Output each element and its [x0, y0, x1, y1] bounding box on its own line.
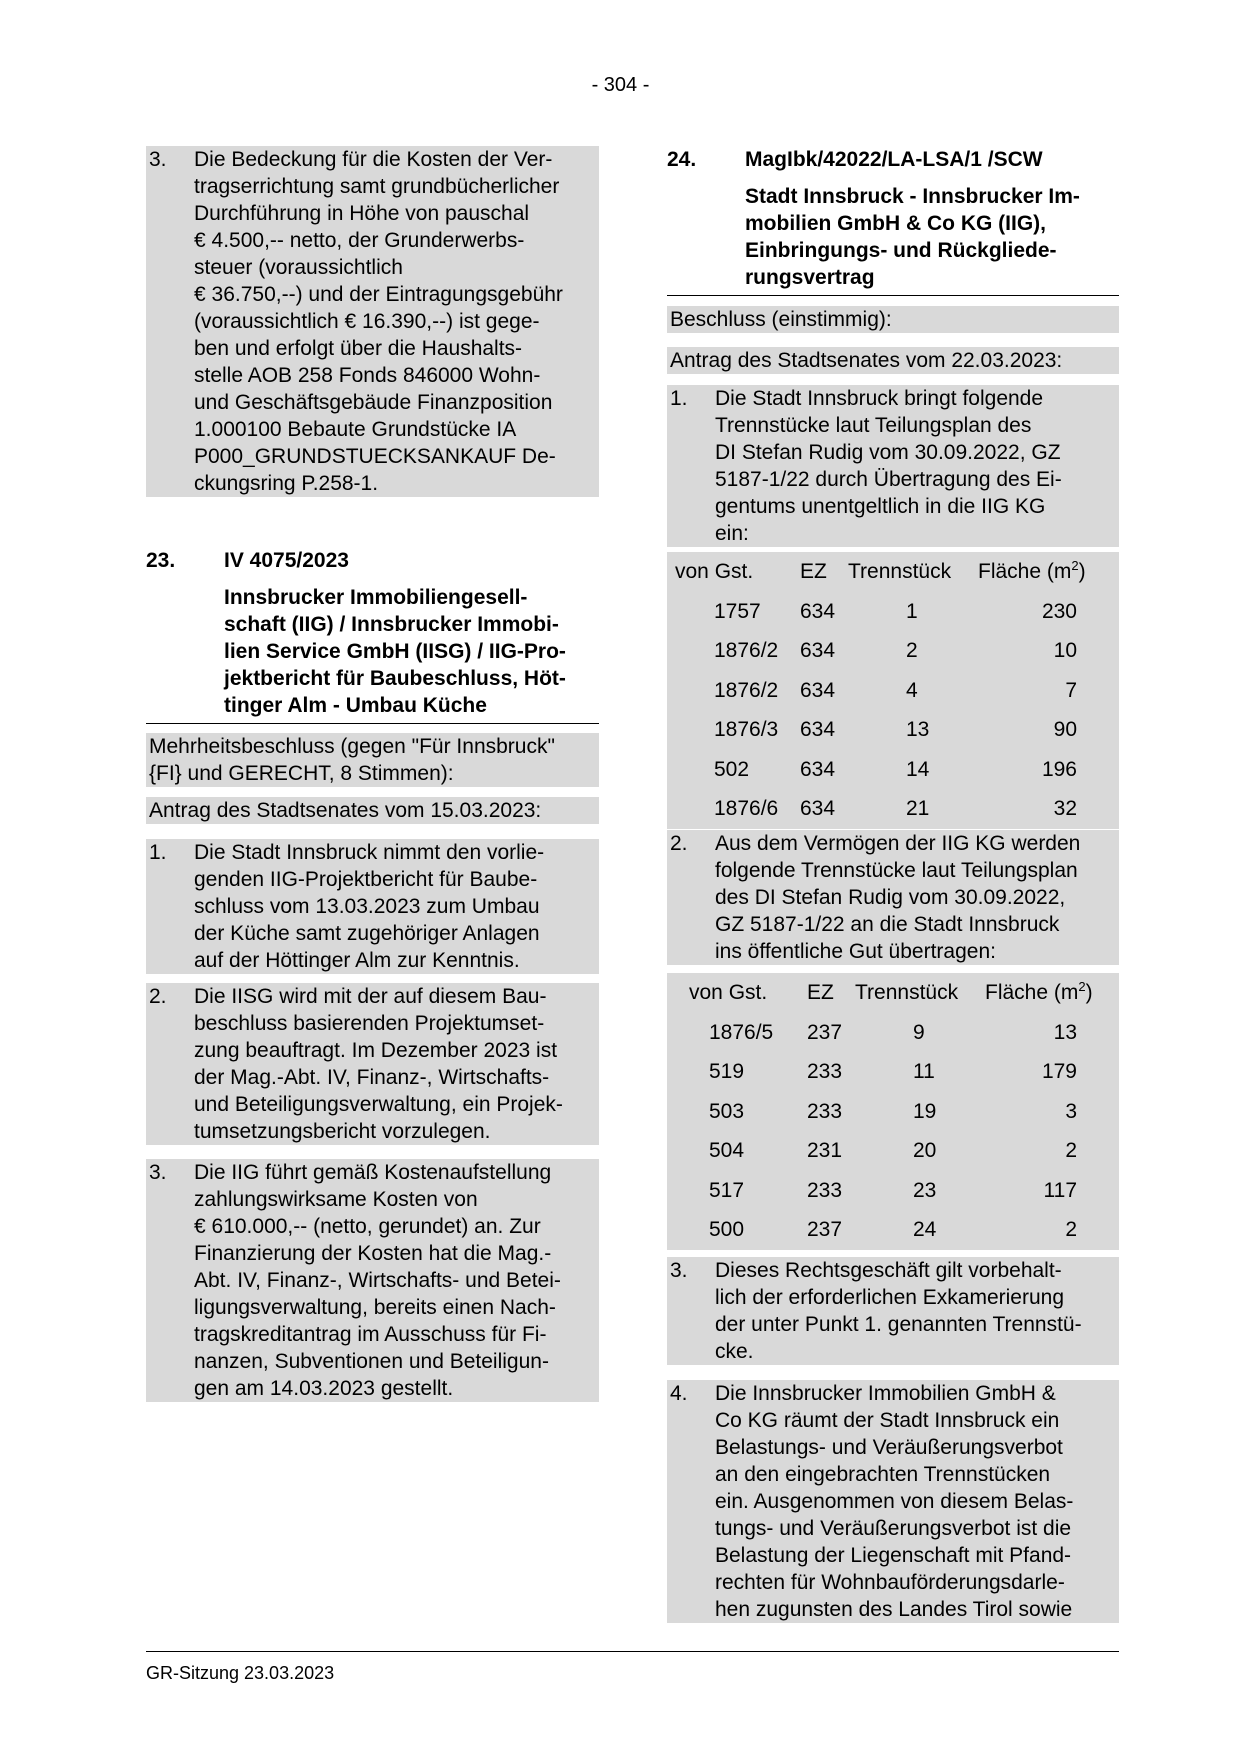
list-item — [146, 983, 599, 1145]
table-row — [667, 789, 1119, 829]
item-number: 3. — [149, 148, 167, 171]
cell-gst: 1757 — [714, 599, 761, 623]
cell-ez: 634 — [800, 599, 836, 623]
left-item-3-block — [146, 146, 599, 497]
list-item — [667, 1380, 1119, 1623]
cell-ez: 634 — [800, 757, 836, 781]
cell-trennstueck: 2 — [906, 639, 918, 663]
table-row — [667, 1171, 1119, 1211]
cell-flaeche: 13 — [1053, 1020, 1077, 1044]
section-number: 23. — [146, 549, 176, 572]
item-number: 3. — [670, 1259, 688, 1282]
item-number: 1. — [149, 841, 167, 864]
cell-gst: 502 — [714, 757, 750, 781]
cell-ez: 233 — [807, 1178, 843, 1202]
cell-trennstueck: 20 — [913, 1139, 937, 1163]
col-header-trennstueck: Trennstück — [855, 981, 959, 1005]
table-row — [667, 1131, 1119, 1171]
page-number: - 304 - — [591, 74, 650, 96]
table-row — [667, 1052, 1119, 1092]
cell-flaeche: 10 — [1053, 639, 1077, 663]
cell-gst: 500 — [709, 1218, 745, 1242]
section-number: 24. — [667, 148, 697, 171]
table-row — [667, 671, 1119, 711]
cell-gst: 517 — [709, 1178, 745, 1202]
cell-flaeche: 90 — [1053, 718, 1077, 742]
item-text: Aus dem Vermögen der IIG KG werden folgende Trennstücke laut Teilungsplan des DI Stefan Rudig vom 30.09.2022, GZ 5187-1/22 an die Stadt Innsbruck ins öffentliche Gut übertragen: — [715, 832, 1081, 963]
cell-gst: 1876/5 — [709, 1020, 774, 1044]
col-header-ez: EZ — [807, 981, 834, 1005]
table-header-row — [667, 552, 1119, 592]
cell-ez: 634 — [800, 797, 836, 821]
footer-divider — [146, 1651, 1119, 1652]
table-header-row — [667, 973, 1119, 1013]
item-text: Die Bedeckung für die Kosten der Ver- tragserrichtung samt grundbücherlicher Durchführung in Höhe von pauschal € 4.500,-- netto, der Grunderwerbs- steuer (voraussichtlich € 36.750,--) und der Eintragungsgebühr (voraussichtlich € 16.390,--) ist gege- ben und erfolgt über die Haushalts- stelle AOB 258 Fonds 846000 Wohn- und Geschäftsgebäude Finanzposition 1.000100 Bebaute Grundstücke IA P000_GRUNDSTUECKSANKAUF De- ckungsring P.258-1. — [194, 148, 563, 495]
cell-flaeche: 7 — [1065, 678, 1077, 702]
parcel-table-1 — [667, 552, 1119, 829]
col-header-trennstueck: Trennstück — [848, 560, 952, 584]
cell-gst: 504 — [709, 1139, 745, 1163]
cell-trennstueck: 21 — [906, 797, 930, 821]
cell-flaeche: 196 — [1041, 757, 1077, 781]
item-number: 3. — [149, 1161, 167, 1184]
item-text: Die IIG führt gemäß Kostenaufstellung zahlungswirksame Kosten von € 610.000,-- (netto, gerundet) an. Zur Finanzierung der Kosten hat die Mag.- Abt. IV, Finanz-, Wirtschafts- und Betei- ligungsverwaltung, bereits einen Nach- tragskreditantrag im Ausschuss für Fi- nanzen, Subventionen und Beteiligun- gen am 14.03.2023 gestellt. — [194, 1161, 561, 1400]
section-reference: MagIbk/42022/LA-LSA/1 /SCW — [745, 148, 1043, 171]
item-text: Die Stadt Innsbruck bringt folgende Trennstücke laut Teilungsplan des DI Stefan Rudig vom 30.09.2022, GZ 5187-1/22 durch Übertragung des Ei- gentums unentgeltlich in die IIG KG ein: — [715, 387, 1062, 545]
cell-flaeche: 2 — [1065, 1218, 1077, 1242]
list-item — [667, 1257, 1119, 1365]
col-header-gst: von Gst. — [675, 560, 754, 584]
cell-ez: 233 — [807, 1060, 843, 1084]
cell-trennstueck: 9 — [913, 1020, 925, 1044]
cell-trennstueck: 19 — [913, 1099, 937, 1123]
item-number: 2. — [670, 832, 688, 855]
table-row — [667, 750, 1119, 790]
cell-flaeche: 2 — [1065, 1139, 1077, 1163]
cell-trennstueck: 4 — [906, 678, 918, 702]
item-number: 4. — [670, 1382, 688, 1405]
section-subtitle: Stadt Innsbruck - Innsbrucker Im- mobilien GmbH & Co KG (IIG), Einbringungs- und Rückgliede- rungsvertrag — [745, 185, 1080, 289]
col-header-gst: von Gst. — [689, 981, 768, 1005]
item-text: Die Innsbrucker Immobilien GmbH & Co KG räumt der Stadt Innsbruck ein Belastungs- und Veräußerungsverbot an den eingebrachten Trennstücken ein. Ausgenommen von diesem Belas- tungs- und Veräußerungsverbot ist die Belastung der Liegenschaft mit Pfand- rechten für Wohnbauförderungsdarle- hen zugunsten des Landes Tirol sowie — [715, 1382, 1074, 1621]
table-row — [667, 592, 1119, 632]
cell-trennstueck: 23 — [913, 1178, 937, 1202]
cell-trennstueck: 24 — [913, 1218, 937, 1242]
cell-ez: 634 — [800, 678, 836, 702]
resolution-text: Beschluss (einstimmig): — [667, 306, 1119, 333]
item-text: Die IISG wird mit der auf diesem Bau- beschluss basierenden Projektumset- zung beauftragt. Im Dezember 2023 ist der Mag.-Abt. IV, Finanz-, Wirtschafts- und Beteiligungsverwaltung, ein Projek- tumsetzungsbericht vorzulegen. — [194, 985, 563, 1143]
list-item — [146, 839, 599, 974]
motion-text: Antrag des Stadtsenates vom 15.03.2023: — [146, 797, 599, 824]
cell-ez: 233 — [807, 1099, 843, 1123]
cell-gst: 519 — [709, 1060, 745, 1084]
motion-text: Antrag des Stadtsenates vom 22.03.2023: — [667, 347, 1119, 374]
cell-ez: 634 — [800, 639, 836, 663]
section-24-heading — [667, 146, 1119, 296]
cell-flaeche: 32 — [1053, 797, 1077, 821]
col-header-flaeche: Fläche $(m^2)$ — [978, 558, 1086, 584]
col-header-flaeche: Fläche $(m^2)$ — [985, 979, 1093, 1005]
list-item — [667, 385, 1119, 547]
col-header-ez: EZ — [800, 560, 827, 584]
cell-trennstueck: 13 — [906, 718, 930, 742]
cell-ez: 237 — [807, 1218, 843, 1242]
cell-trennstueck: 11 — [913, 1060, 935, 1084]
list-item — [667, 830, 1119, 965]
cell-gst: 1876/2 — [714, 639, 779, 663]
cell-gst: 1876/3 — [714, 718, 779, 742]
table-row — [667, 710, 1119, 750]
cell-flaeche: 117 — [1043, 1178, 1077, 1202]
resolution-text: Mehrheitsbeschluss (gegen "Für Innsbruck" {FI} und GERECHT, 8 Stimmen): — [146, 733, 599, 787]
cell-flaeche: 179 — [1041, 1060, 1077, 1084]
section-reference: IV 4075/2023 — [224, 549, 349, 572]
table-row — [667, 1013, 1119, 1053]
cell-flaeche: 230 — [1041, 599, 1077, 623]
cell-gst: 503 — [709, 1099, 745, 1123]
cell-trennstueck: 1 — [906, 599, 918, 623]
table-row — [667, 1092, 1119, 1132]
cell-ez: 237 — [807, 1020, 843, 1044]
table-row — [667, 1210, 1119, 1250]
item-number: 2. — [149, 985, 167, 1008]
footer-text: GR-Sitzung 23.03.2023 — [146, 1663, 335, 1683]
cell-gst: 1876/6 — [714, 797, 779, 821]
cell-ez: 634 — [800, 718, 836, 742]
list-item — [146, 1159, 599, 1402]
section-23-heading — [146, 547, 599, 724]
item-text: Dieses Rechtsgeschäft gilt vorbehalt- lich der erforderlichen Exkamerierung der unter Punkt 1. genannten Trennstü- cke. — [715, 1259, 1082, 1363]
section-subtitle: Innsbrucker Immobiliengesell- schaft (IIG) / Innsbrucker Immobi- lien Service GmbH (IISG) / IIG-Pro- jektbericht für Baubeschluss, Höt- tinger Alm - Umbau Küche — [224, 586, 566, 717]
cell-ez: 231 — [807, 1139, 843, 1163]
cell-flaeche: 3 — [1065, 1099, 1077, 1123]
item-number: 1. — [670, 387, 688, 410]
cell-gst: 1876/2 — [714, 678, 779, 702]
table-row — [667, 631, 1119, 671]
parcel-table-2 — [667, 973, 1119, 1250]
item-text: Die Stadt Innsbruck nimmt den vorlie- genden IIG-Projektbericht für Baube- schluss vom 13.03.2023 zum Umbau der Küche samt zugehöriger Anlagen auf der Höttinger Alm zur Kenntnis. — [194, 841, 545, 972]
cell-trennstueck: 14 — [906, 757, 930, 781]
